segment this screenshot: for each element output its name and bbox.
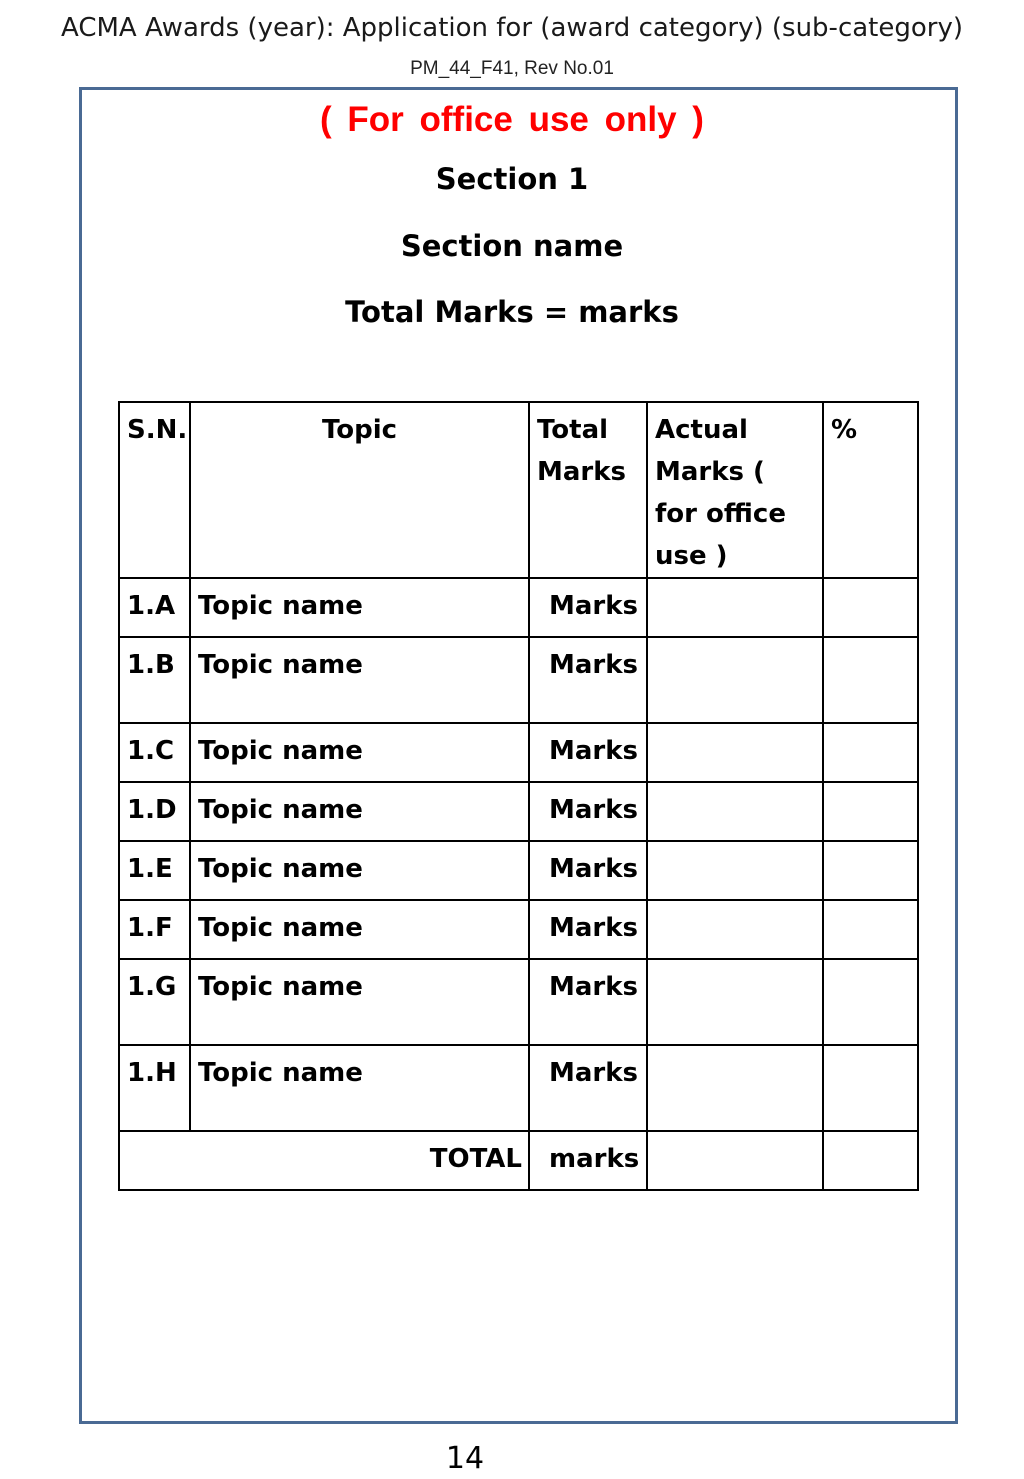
document-title: ACMA Awards (year): Application for (award category) (sub-category)	[60, 13, 963, 43]
table-row	[119, 900, 918, 959]
row-percent[interactable]	[823, 959, 918, 1045]
marks-table	[118, 401, 919, 1191]
row-actual-marks[interactable]	[647, 637, 823, 723]
total-actual-marks[interactable]	[647, 1131, 823, 1190]
row-topic: Topic name	[190, 900, 529, 959]
header-percent: %	[823, 402, 918, 578]
row-sn: 1.G	[119, 959, 190, 1045]
row-topic: Topic name	[190, 637, 529, 723]
row-sn: 1.C	[119, 723, 190, 782]
table-header-row	[119, 402, 918, 578]
row-total-marks: Marks	[529, 637, 647, 723]
row-percent[interactable]	[823, 1045, 918, 1131]
header-actual-marks: Actual Marks ( for office use )	[647, 402, 823, 578]
row-total-marks: Marks	[529, 578, 647, 637]
table-total-row	[119, 1131, 918, 1190]
total-label: TOTAL	[119, 1131, 529, 1190]
form-id: PM_44_F41, Rev No.01	[410, 58, 614, 79]
header-sn: S.N.	[119, 402, 190, 578]
row-actual-marks[interactable]	[647, 841, 823, 900]
row-sn: 1.D	[119, 782, 190, 841]
row-actual-marks[interactable]	[647, 959, 823, 1045]
total-percent[interactable]	[823, 1131, 918, 1190]
row-percent[interactable]	[823, 637, 918, 723]
row-total-marks: Marks	[529, 782, 647, 841]
row-actual-marks[interactable]	[647, 1045, 823, 1131]
row-total-marks: Marks	[529, 723, 647, 782]
row-topic: Topic name	[190, 578, 529, 637]
row-actual-marks[interactable]	[647, 782, 823, 841]
row-total-marks: Marks	[529, 959, 647, 1045]
row-topic: Topic name	[190, 1045, 529, 1131]
table-row	[119, 782, 918, 841]
row-total-marks: Marks	[529, 1045, 647, 1131]
row-sn: 1.A	[119, 578, 190, 637]
row-percent[interactable]	[823, 782, 918, 841]
row-sn: 1.B	[119, 637, 190, 723]
table-row	[119, 578, 918, 637]
row-actual-marks[interactable]	[647, 578, 823, 637]
office-use-note: ( For office use only )	[320, 100, 704, 139]
header-total-marks: Total Marks	[529, 402, 647, 578]
table-row	[119, 637, 918, 723]
row-topic: Topic name	[190, 782, 529, 841]
row-percent[interactable]	[823, 578, 918, 637]
row-total-marks: Marks	[529, 900, 647, 959]
row-topic: Topic name	[190, 841, 529, 900]
section-number: Section 1	[435, 162, 589, 196]
row-total-marks: Marks	[529, 841, 647, 900]
row-actual-marks[interactable]	[647, 723, 823, 782]
row-percent[interactable]	[823, 900, 918, 959]
table-row	[119, 1045, 918, 1131]
table-row	[119, 841, 918, 900]
row-percent[interactable]	[823, 723, 918, 782]
section-name: Section name	[400, 229, 624, 263]
table-row	[119, 959, 918, 1045]
row-sn: 1.E	[119, 841, 190, 900]
header-topic: Topic	[190, 402, 529, 578]
row-percent[interactable]	[823, 841, 918, 900]
row-sn: 1.F	[119, 900, 190, 959]
row-actual-marks[interactable]	[647, 900, 823, 959]
row-topic: Topic name	[190, 723, 529, 782]
page-number: 14	[445, 1441, 485, 1476]
row-sn: 1.H	[119, 1045, 190, 1131]
table-row	[119, 723, 918, 782]
section-total-marks: Total Marks = marks	[345, 295, 679, 329]
row-topic: Topic name	[190, 959, 529, 1045]
total-marks: marks	[529, 1131, 647, 1190]
